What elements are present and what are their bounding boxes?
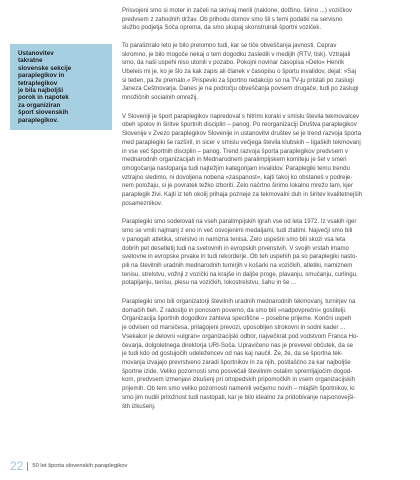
text-line: dobrih pet desetletij tudi na svetovnih in evropskih prvenstvih. V svojih vrstah imamo (122, 244, 349, 252)
text-line: potapljanju, tenisu, plesu na vozičkih, lokostrelstvu, šahu in še ... (122, 279, 297, 287)
text-line: Prisvojeni smo si moter in začeli na skrivaj merili (naklone, dolžino, širino ...) vozičkov (122, 7, 352, 14)
text-line: Janeza Češtnovarja. Danes je na področju obveščanja povsem drugače, tudi po zaslugi (122, 85, 359, 93)
text-line (122, 33, 408, 42)
text-line: tenisu, strelstvu, vožnji z vozički na krajše in daljše proge, plavanju, smučanju, curlingu, (122, 270, 358, 278)
callout-line: porok in napotek (18, 94, 69, 102)
text-line: si teden, pa že premalo.« Prispevki za športno redakcijo so na TV-ju pristali po zaslugi (122, 76, 354, 84)
text-line: obeh spolov in širitve športnih disciplin – panog. Po reorganizaciji Društva paraplegikov (122, 121, 357, 129)
text-line: pili na številnih uradnih mednarodnih turnirjih v košarki na vozičkih, atletiki, namiznem (122, 261, 353, 269)
page-number: 22 (10, 459, 24, 473)
running-title: 50 let športa slovenskih paraplegikov (32, 463, 128, 469)
text-line: smo, da naši uspehi niso utonili v pozabo. Pokojni novinar časopisa »Delo« Henrik (122, 59, 345, 67)
text-line: Slovenije v Zvezo paraplegikov Slovenije in ustanovitvi društev se je trend razvoja športa (122, 130, 362, 138)
text-line: svetovne in evropske prvake in tudi rekorderje. Ob teh uspehih pa so paraplegiki nasto- (122, 253, 358, 261)
text-line: movanja izvajajo prevrstveno zaradi športnikov in za njih, postlaščno za kar najboljše (122, 359, 351, 366)
text-line: domačih tleh. Z radostjo in ponosom povemo, da smo bili »nadpovprečni« gostitelji. (122, 306, 347, 314)
text-line: smo jim nudili priložnost tudi nastopati, kar je bilo idealno za pridobivanje najsonovejši- (122, 393, 356, 401)
text-line: šth izkušenj. (122, 402, 156, 410)
page-footer (10, 460, 127, 472)
text-line: omogočanja nastopanja tudi najtežjim kategorijam invalidov. Paraplegiki temu trendu (122, 164, 350, 172)
callout-line: tetraplegikov (18, 79, 58, 87)
text-line: skromno, je bilo mogoče nekaj o tem dogodku zasledili v medijih (RTV, tisk). Vztrajali (122, 50, 351, 58)
text-line: To paraliziralo leto je bilo prelomno tudi, kar se tiče obveščanja javnosti. Čeprav (122, 41, 337, 49)
text-line: posameznikov. (122, 199, 163, 207)
text-line: Paraplegiki smo sodelovali na vseh paralimpijskih igrah vse od leta 1972. Iz vsakih iger (122, 218, 357, 226)
text-line: V Sloveniji je šport paraplegikov napredoval s hitrimi koraki v smislu števila tekmovalcev (122, 112, 360, 120)
text-line: med paraplegiki še razširil, in sicer v smislu večjega števila klubskih – ligaških tekmovanj (122, 138, 361, 146)
text-line: nem položaju, si je povratek težko izboriti. Zelo načrtno širimo lokalno mrežo tam, kjer (122, 182, 353, 190)
callout-line: paraplegikov. (18, 116, 59, 124)
text-line: je tudi kdo od gostujočih udeležencev od nas kaj naučil. Že, že, da se športna tek- (122, 350, 343, 358)
callout-line: šport slovenskih (18, 109, 69, 117)
body-text (122, 7, 408, 421)
text-line: Paraplegiki smo bili organizatorji številnih uradnih mednarodnih tekmovanj, turnirjev na (122, 298, 356, 306)
text-line: množičnih socialnih omrežij. (122, 94, 198, 102)
paragraph-4 (122, 298, 408, 411)
text-line: predvsem z zahodnih držav. Ob prihodu domov smo šli s temi podatki na servisno (122, 15, 343, 23)
text-line: čevarja, dolgoletnega direktorja URI-Soča. Upravičeno nas je prevevel občutek, da se (122, 341, 354, 349)
text-line: Ubeleis mi je, ko je šlo za kak zapis ali članek v časopisu o športu invalidov, dejal: »Saj (122, 67, 356, 75)
text-line: paraplegik živi. Kajti iz teh okolij prihaja pozneje za tekmovalni duh in širitev kvalitetnejših (122, 191, 363, 199)
text-line: in vse več športnih disciplin – panog. Trend razvoja športa paraplegikov predvsem v (122, 147, 348, 155)
paragraph-2 (122, 113, 408, 209)
callout-line: paraplegikov in (18, 72, 65, 80)
callout-line: slovenske sekcije (18, 64, 72, 72)
callout-line: takratne (18, 57, 43, 65)
text-line: Organizacija športnih dogodkov zahteva specifične – posebne prijeme. Končni uspeh (122, 315, 352, 323)
text-line: prijemih. Ob tem smo veliko pozornosti namenili večjemu novih – mlajših športnikov, ki (122, 385, 355, 393)
callout-line: je bila najboljši (18, 87, 64, 95)
sidebar-callout (10, 44, 112, 130)
text-line: športne izide. Veliko pozornosti smo posvečali številnim ostalim spremljajočim dogod- (122, 367, 353, 375)
text-line: v panogah atletika, strelstvo in namizna tenisa. Zelo uspešni smo bili skozi vsa leta (122, 235, 346, 243)
text-line: mednarodnih organizacijah in Mednarodnem paralimpijskem komiteju je šel v smeri (122, 156, 347, 164)
callout-line: za organiziran (18, 101, 61, 109)
text-line: kom, predvsem izmenjavi izkušenj pri ortopedskih pripomočkih in vsem organizacijskih (122, 376, 356, 384)
text-line: službo podjetja Soča oprema, da smo skupaj skonstruirali športni voziček. (122, 24, 322, 32)
text-line: vztrajno sledimo, ni dovoljena nobena »zaspanost«, kajti takoj ko obstaneš v podreje- (122, 173, 353, 181)
text-line: Vsekakor je delovni »ulgran« organizacijski odbor, največkrat pod vodstvom Franca Ho- (122, 332, 359, 340)
paragraph-3 (122, 218, 408, 288)
paragraph-1 (122, 7, 408, 103)
footer-divider (27, 462, 28, 471)
text-line: je odvisen od marsičesa, prilagojeni prevozi, uposobljen strokovni in sodni kader ... (122, 324, 346, 332)
text-line: smo se vrnili najmanj z eno in več osvojenimi medaljami, tudi zlatimi. Največji smo bili (122, 227, 353, 235)
callout-line: Ustanovitev (18, 50, 54, 57)
